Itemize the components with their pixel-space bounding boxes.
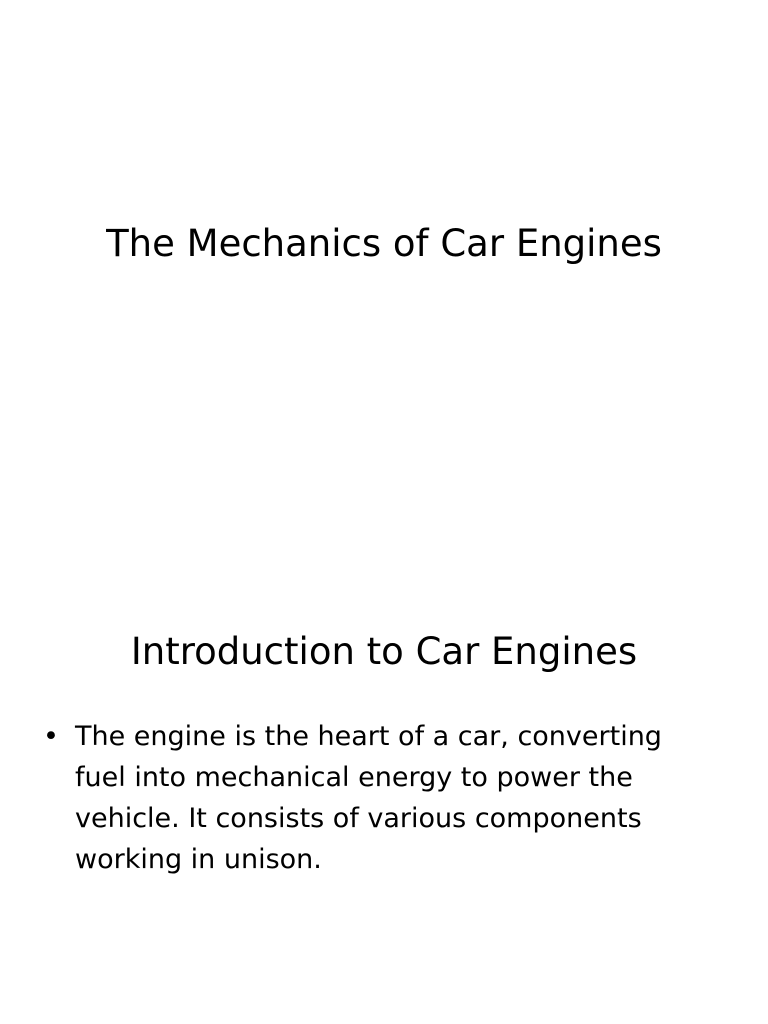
bullet-item	[43, 716, 683, 880]
bullet-list	[43, 716, 683, 880]
presentation-title: The Mechanics of Car Engines	[106, 222, 662, 265]
slide-title: Introduction to Car Engines	[130, 630, 638, 673]
bullet-text: The engine is the heart of a car, converting fuel into mechanical energy to power the vehicle. It consists of various components working in unison.	[75, 721, 662, 875]
bullet-marker: •	[43, 721, 59, 752]
intro-slide	[0, 512, 768, 1024]
